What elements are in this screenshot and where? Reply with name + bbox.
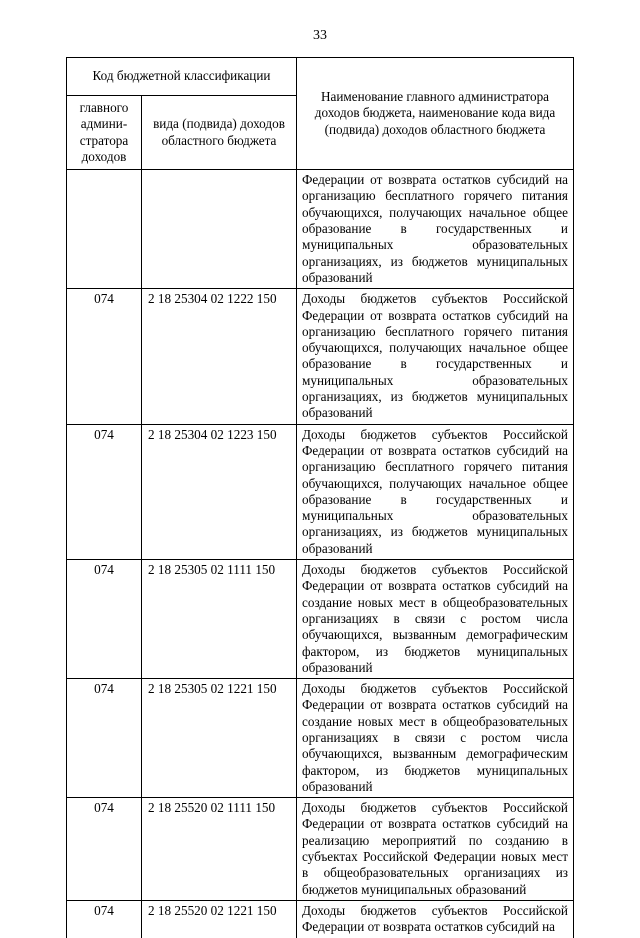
name-cell: Доходы бюджетов субъектов Российской Федерации от возврата остатков субсидий на организацию бесплатного горячего питания обучающихся, получающих начальное общее образование в государственных и муниципальных образовательных организациях, из бюджетов муниципальных образований xyxy=(297,289,574,424)
name-cell: Доходы бюджетов субъектов Российской Федерации от возврата остатков субсидий на создание новых мест в общеобразовательных организациях в связи с ростом числа обучающихся, вызванным демографическим фактором, из бюджетов муниципальных образований xyxy=(297,679,574,798)
table-row xyxy=(67,424,574,559)
income-code-cell: 2 18 25305 02 1111 150 xyxy=(142,560,297,679)
header-classification-group: Код бюджетной классификации xyxy=(67,58,297,96)
income-code-cell: 2 18 25304 02 1222 150 xyxy=(142,289,297,424)
name-cell: Федерации от возврата остатков субсидий на организацию бесплатного горячего питания обучающихся, получающих начальное общее образование в государственных и муниципальных образовательных организациях, из бюджетов муниципальных образований xyxy=(297,170,574,289)
name-cell: Доходы бюджетов субъектов Российской Федерации от возврата остатков субсидий на xyxy=(297,900,574,937)
header-admin-column: главного админи-стратора доходов xyxy=(67,96,142,170)
income-code-cell: 2 18 25305 02 1221 150 xyxy=(142,679,297,798)
income-code-cell: 2 18 25520 02 1111 150 xyxy=(142,798,297,901)
table-row xyxy=(67,900,574,937)
table-row xyxy=(67,679,574,798)
table-header xyxy=(67,58,574,170)
admin-code-cell: 074 xyxy=(67,900,142,937)
income-code-cell xyxy=(142,170,297,289)
page-number: 33 xyxy=(313,28,327,43)
admin-code-cell: 074 xyxy=(67,798,142,901)
header-code-column: вида (подвида) доходов областного бюджета xyxy=(142,96,297,170)
table-row xyxy=(67,560,574,679)
admin-code-cell: 074 xyxy=(67,424,142,559)
name-cell: Доходы бюджетов субъектов Российской Федерации от возврата остатков субсидий на организацию бесплатного горячего питания обучающихся, получающих начальное общее образование в государственных и муниципальных образовательных организациях, из бюджетов муниципальных образований xyxy=(297,424,574,559)
table-row xyxy=(67,170,574,289)
header-group-row xyxy=(67,58,574,96)
budget-classification-table xyxy=(66,57,574,938)
table-body xyxy=(67,170,574,938)
name-cell: Доходы бюджетов субъектов Российской Федерации от возврата остатков субсидий на создание новых мест в общеобразовательных организациях в связи с ростом числа обучающихся, вызванным демографическим фактором, из бюджетов муниципальных образований xyxy=(297,560,574,679)
admin-code-cell: 074 xyxy=(67,560,142,679)
name-cell: Доходы бюджетов субъектов Российской Федерации от возврата остатков субсидий на реализацию мероприятий по созданию в субъектах Российской Федерации новых мест в общеобразовательных организациях из бюджетов муниципальных образований xyxy=(297,798,574,901)
table-row xyxy=(67,289,574,424)
admin-code-cell: 074 xyxy=(67,679,142,798)
table-row xyxy=(67,798,574,901)
header-name-column: Наименование главного администратора доходов бюджета, наименование кода вида (подвида) доходов областного бюджета xyxy=(297,58,574,170)
admin-code-cell: 074 xyxy=(67,289,142,424)
income-code-cell: 2 18 25304 02 1223 150 xyxy=(142,424,297,559)
admin-code-cell xyxy=(67,170,142,289)
income-code-cell: 2 18 25520 02 1221 150 xyxy=(142,900,297,937)
